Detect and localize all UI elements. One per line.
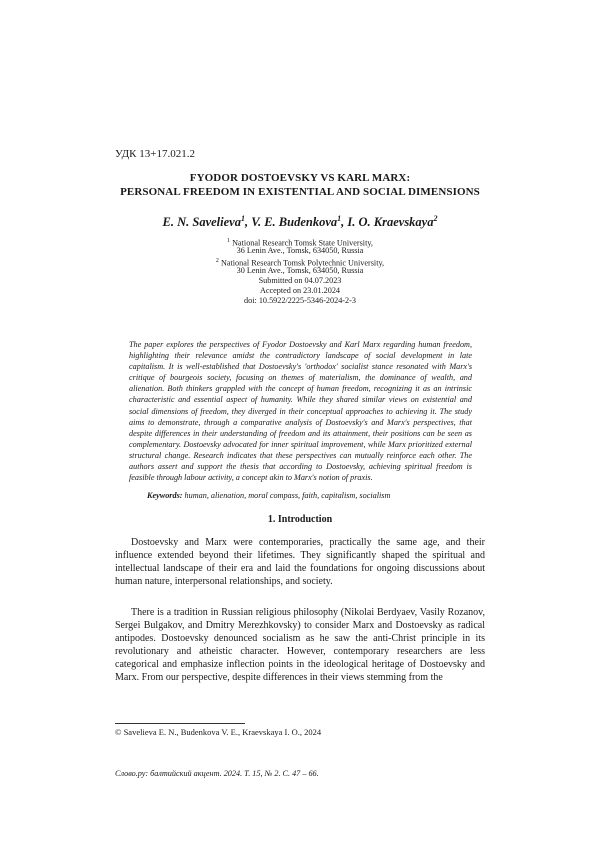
body-paragraph: Dostoevsky and Marx were contemporaries, practically the same age, and their influence extended beyond their lifetimes. They significantly shaped the spiritual and intellectual landscape of their era and laid the foundations for ongoing discussions about human nature, interpersonal relationships, and society. [115, 537, 485, 588]
author-name: E. N. Savelieva [162, 215, 241, 230]
title-line-1: FYODOR DOSTOEVSKY VS KARL MARX: [189, 172, 411, 184]
affiliation-text: National Research Tomsk State University, [232, 238, 373, 248]
affiliation-text: National Research Tomsk Polytechnic University, [220, 258, 385, 268]
accepted-date: Accepted on 23.01.2024 [259, 286, 341, 295]
author-list: E. N. Savelieva$^1$, V. E. Budenkova$^1$, I. O. Kraevskaya$^2$ [162, 214, 438, 230]
keywords-text: human, alienation, moral compass, faith, capitalism, socialism [184, 491, 391, 500]
author-affiliation-mark: 1 [337, 214, 342, 223]
affiliation-1-line-2: 36 Lenin Ave., Tomsk, 634050, Russia [236, 246, 364, 255]
doi[interactable]: doi: 10.5922/2225-5346-2024-2-3 [244, 296, 356, 305]
keywords [147, 491, 477, 500]
author-name: I. O. Kraevskaya [347, 215, 434, 230]
journal-citation: Слово.ру: балтийский акцент. 2024. Т. 15, № 2. С. 47 – 66. [115, 769, 319, 778]
body-paragraph: There is a tradition in Russian religious philosophy (Nikolai Berdyaev, Vasily Rozanov, Sergei Bulgakov, and Dmitry Merezhkovsky) to consider Marx and Dostoevsky as radical antipodes. Dostoevsky denounced socialism as he saw the anti-Christ principle in its revolutionary and atheistic character. However, contemporary researchers are less categorical and emphasize inflection points in the ideological heritage of Dostoevsky and Marx. From our perspective, despite differences in their views stemming from the [115, 607, 485, 684]
affiliation-mark: 2 [215, 258, 219, 264]
keywords-label: Keywords: [147, 491, 183, 500]
author-affiliation-mark: 2 [433, 214, 438, 223]
copyright-notice: © Savelieva E. N., Budenkova V. E., Kraevskaya I. O., 2024 [115, 727, 322, 737]
author-affiliation-mark: 1 [240, 214, 245, 223]
section-heading: 1. Introduction [267, 514, 333, 525]
submitted-date: Submitted on 04.07.2023 [258, 276, 342, 285]
abstract: The paper explores the perspectives of Fyodor Dostoevsky and Karl Marx regarding human freedom, highlighting their relevance amidst the contradictory landscape of social development in late capitalism. It is well-established that Dostoevsky's 'orthodox' socialist stance resonated with Marx's critique of bourgeois society, focusing on themes of materialism, the dominance of wealth, and alienation. Both thinkers grappled with the concept of human freedom, recognizing it as an intrinsic characteristic and essential aspect of humanity. While they shared similar views on existential and social dimensions of freedom, they diverged in their conceptual approaches to achieving it. The study aims to demonstrate, through a comparative analysis of Dostoevsky's and Marx's perspectives, that despite differences in their understanding of freedom and its attainment, their positions can be seen as complementary. Dostoevsky advocated for inner spiritual improvement, while Marx prioritized external structural change. Research indicates that these perspectives can mutually reinforce each other. The authors assert and support the thesis that according to Dostoevsky, achieving spiritual freedom is feasible through labour activity, a concept akin to Marx's notion of praxis. [129, 340, 472, 483]
udk-code: УДК 13+17.021.2 [115, 148, 195, 160]
footnote-divider [115, 723, 245, 724]
author-name: V. E. Budenkova [251, 215, 338, 230]
title-line-2: PERSONAL FREEDOM IN EXISTENTIAL AND SOCIAL DIMENSIONS [120, 186, 480, 198]
affiliation-mark: 1 [227, 238, 231, 244]
affiliation-2-line-2: 30 Lenin Ave., Tomsk, 634050, Russia [236, 266, 364, 275]
